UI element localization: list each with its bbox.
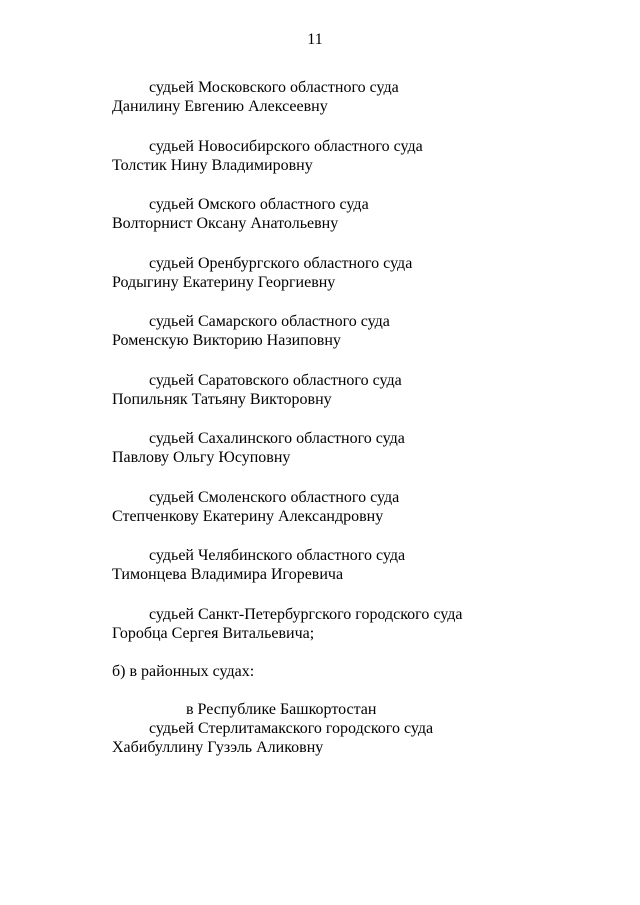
court-line: судьей Саратовского областного суда — [149, 371, 402, 389]
court-line: судьей Новосибирского областного суда — [149, 137, 423, 155]
court-line: судьей Оренбургского областного суда — [149, 254, 413, 272]
person-name: Данилину Евгению Алексеевну — [112, 98, 328, 115]
court-line: судьей Сахалинского областного суда — [149, 430, 405, 447]
appointment-entry — [0, 371, 640, 430]
court-line: судьей Смоленского областного суда — [149, 488, 400, 506]
person-name: Горобца Сергея Витальевича; — [112, 624, 315, 642]
appointment-entry — [0, 78, 640, 137]
court-line: судьей Омского областного суда — [149, 196, 369, 213]
appointment-entry — [0, 488, 640, 547]
court-line: судьей Санкт-Петербургского городского суда — [149, 605, 463, 623]
appointment-entry — [0, 137, 640, 196]
person-name: Волторнист Оксану Анатольевну — [112, 215, 339, 232]
appointment-entry — [0, 546, 640, 605]
appointment-entry — [0, 195, 640, 254]
section-heading: б) в районных судах: — [112, 663, 255, 680]
appointment-entry — [0, 605, 640, 664]
person-name: Павлову Ольгу Юсуповну — [112, 449, 291, 466]
court-line: судьей Самарского областного суда — [149, 313, 390, 330]
person-name: Тимонцева Владимира Игоревича — [112, 566, 344, 583]
person-name: Толстик Нину Владимировну — [112, 156, 313, 174]
region-appointment — [0, 700, 640, 757]
court-line: судьей Челябинского областного суда — [149, 547, 406, 564]
person-name: Роменскую Викторию Назиповну — [112, 332, 341, 349]
appointment-list — [0, 78, 640, 663]
appointment-entry — [0, 254, 640, 313]
person-name: Хабибуллину Гузэль Аликовну — [112, 739, 324, 756]
person-name: Родыгину Екатерину Георгиевну — [112, 273, 336, 291]
page-number: 11 — [307, 31, 323, 48]
court-line: судьей Московского областного суда — [149, 79, 399, 96]
appointment-entry — [0, 312, 640, 371]
region-line: в Республике Башкортостан — [186, 701, 377, 718]
person-name: Попильняк Татьяну Викторовну — [112, 390, 332, 408]
court-line: судьей Стерлитамакского городского суда — [149, 720, 434, 737]
appointment-entry — [0, 429, 640, 488]
person-name: Степченкову Екатерину Александровну — [112, 507, 384, 525]
